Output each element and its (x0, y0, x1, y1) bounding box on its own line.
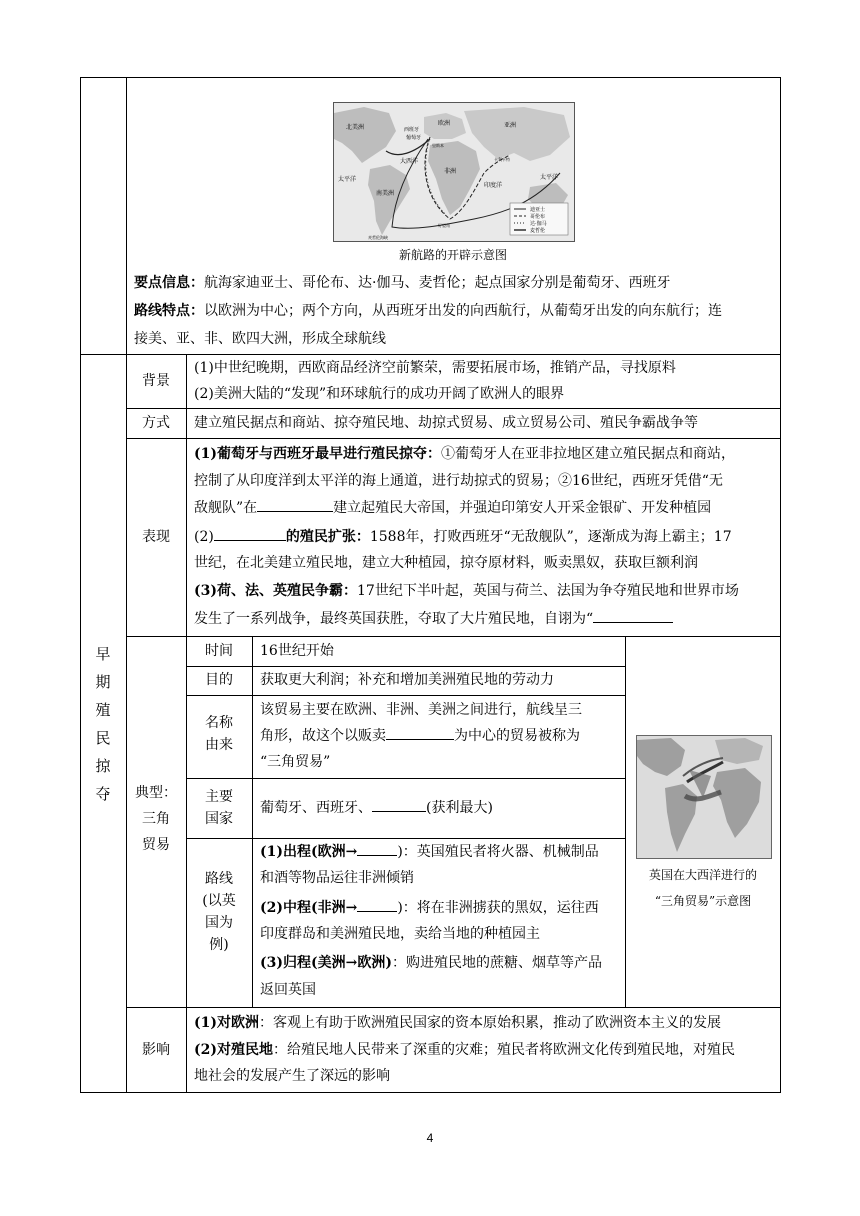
answer-blank[interactable] (357, 841, 397, 856)
manifest-p2-heading: 的殖民扩张： (285, 529, 370, 545)
manifest-p1-line-1 (194, 443, 735, 465)
answer-blank[interactable] (214, 526, 286, 541)
label-atlantic: 大西洋 (400, 158, 419, 165)
manifest-p3-line-2 (194, 608, 673, 630)
name-origin-label-line: 由来 (205, 737, 233, 753)
section-title-char: 夺 (95, 785, 111, 803)
section-title-char: 早 (95, 645, 111, 663)
label-spain: 西班牙 (404, 127, 420, 133)
route1-heading: (1)出程(欧洲→ (260, 844, 358, 860)
label-pacific-west: 太平洋 (338, 176, 357, 183)
key-info-line (134, 272, 670, 294)
manifest-p1-line-3 (194, 497, 711, 519)
route2-text: )：将在非洲掳获的黑奴，运往西 (397, 900, 599, 916)
triangle-map-caption-1: 英国在大西洋进行的 (648, 868, 757, 882)
impact-europe-text: ：客观上有助于欧洲殖民国家的资本原始积累，推动了欧洲资本主义的发展 (259, 1015, 721, 1031)
manifest-p2-line-1 (194, 526, 732, 548)
route-feature-line (134, 300, 722, 322)
section-title-vertical (88, 640, 118, 808)
label-magellan-strait: 麦哲伦海峡 (368, 235, 388, 240)
section-title-char: 殖 (95, 701, 111, 719)
purpose-text: 获取更大利润；补充和增加美洲殖民地的劳动力 (260, 672, 554, 688)
method-label: 方式 (142, 415, 170, 431)
name-origin-line-3: “三角贸易” (260, 754, 331, 770)
route3-text: ：购进殖民地的蔗糖、烟草等产品 (391, 955, 602, 971)
route2-heading: (2)中程(非洲→ (260, 900, 358, 916)
time-label: 时间 (205, 643, 233, 659)
impact-line-2 (194, 1039, 735, 1061)
label-asia: 亚洲 (504, 122, 517, 129)
label-calicut: 卡利卡特 (494, 157, 510, 162)
route3-heading: (3)归程(美洲→欧洲) (260, 955, 392, 971)
impact-colony-heading: (2)对殖民地 (194, 1042, 273, 1058)
triangle-label-line: 贸易 (142, 837, 170, 853)
label-indian-ocean: 印度洋 (484, 182, 503, 189)
route-label-line: 国为 (205, 915, 233, 931)
answer-blank[interactable] (357, 897, 397, 912)
background-line-2: (2)美洲大陆的“发现”和环球航行的成功开阔了欧洲人的眼界 (194, 386, 565, 402)
page-number: 4 (426, 1131, 434, 1145)
impact-label: 影响 (142, 1042, 170, 1058)
route3-line-1 (260, 952, 602, 974)
manifest-p1-line-2: 控制了从印度洋到太平洋的海上通道，进行劫掠式的贸易；②16世纪，西班牙凭借“无 (194, 473, 723, 489)
manifest-p1-heading: (1)葡萄牙与西班牙最早进行殖民掠夺： (194, 446, 441, 462)
manifest-p3-line-1 (194, 580, 739, 602)
route-label-line: 路线 (205, 871, 233, 887)
route-label-line: 例) (209, 937, 229, 953)
name-origin-l2b: 为中心的贸易被称为 (454, 728, 580, 744)
answer-blank[interactable] (593, 608, 673, 623)
triangle-label-line: 三角 (142, 811, 170, 827)
triangle-map-caption-2: “三角贸易”示意图 (654, 894, 752, 908)
impact-line-1 (194, 1012, 721, 1034)
countries-text-a: 葡萄牙、西班牙、 (260, 800, 372, 816)
label-portugal: 葡萄牙 (406, 135, 422, 141)
route-label (186, 868, 252, 956)
key-info-label: 要点信息： (134, 275, 204, 291)
manifest-p1-l3b: 建立起殖民大帝国，并强迫印第安人开采金银矿、开发种植园 (333, 500, 712, 516)
legend-gama: 达·伽马 (530, 221, 547, 227)
key-info-text: 航海家迪亚士、哥伦布、达·伽马、麦哲伦；起点国家分别是葡萄牙、西班牙 (204, 275, 671, 291)
triangle-trade-map (636, 735, 772, 859)
manifest-p1-text: ①葡萄牙人在亚非拉地区建立殖民据点和商站， (441, 446, 735, 462)
answer-blank[interactable] (386, 725, 454, 740)
legend-magellan: 麦哲伦 (530, 228, 546, 234)
manifest-p3-heading: (3)荷、法、英殖民争霸： (194, 583, 357, 599)
name-origin-line-1: 该贸易主要在欧洲、非洲、美洲之间进行，航线呈三 (260, 702, 582, 718)
new-routes-map (333, 102, 575, 242)
route1-line-1 (260, 841, 599, 863)
answer-blank[interactable] (372, 797, 426, 812)
triangle-label-line: 典型： (135, 785, 177, 801)
name-origin-label (186, 712, 252, 756)
manifest-p3-text-2: 发生了一系列战争，最终英国获胜，夺取了大片殖民地，自诩为“ (194, 611, 594, 627)
route-label-line: (以英 (202, 893, 236, 909)
impact-colony-text: ：给殖民地人民带来了深重的灾难；殖民者将欧洲文化传到殖民地，对殖民 (273, 1042, 735, 1058)
legend-dias: 迪亚士 (530, 207, 546, 213)
route-feature-text-1: 以欧洲为中心；两个方向，从西班牙出发的向西航行，从葡萄牙出发的向东航行；连 (204, 303, 722, 319)
manifest-p2-line-2: 世纪，在北美建立殖民地，建立大种植园，掠夺原材料，贩卖黑奴，获取巨额利润 (194, 555, 698, 571)
legend-columbus: 哥伦布 (530, 214, 546, 220)
manifest-label: 表现 (142, 529, 170, 545)
route2-line-1 (260, 897, 599, 919)
impact-line-3: 地社会的发展产生了深远的影响 (194, 1068, 390, 1084)
new-routes-map-caption: 新航路的开辟示意图 (398, 248, 507, 262)
answer-blank[interactable] (257, 497, 333, 512)
countries-label-line: 主要 (205, 789, 233, 805)
label-north-america: 北美洲 (346, 124, 365, 131)
route-feature-text-2: 接美、亚、非、欧四大洲，形成全球航线 (134, 331, 386, 347)
countries-label (186, 786, 252, 830)
route3-line-2: 返回英国 (260, 982, 316, 998)
name-origin-label-line: 名称 (205, 715, 233, 731)
method-text: 建立殖民据点和商站、掠夺殖民地、劫掠式贸易、成立贸易公司、殖民争霸战争等 (194, 415, 698, 431)
countries-label-line: 国家 (205, 811, 233, 827)
label-lisbon: 里斯本 (432, 143, 444, 148)
background-label: 背景 (142, 373, 170, 389)
purpose-label: 目的 (205, 672, 233, 688)
section-title-char: 民 (95, 729, 111, 747)
triangle-trade-label (126, 780, 186, 858)
name-origin-l2a: 角形，故这个以贩卖 (260, 728, 386, 744)
name-origin-line-2 (260, 725, 580, 747)
label-africa: 非洲 (444, 168, 457, 175)
label-south-america: 南美洲 (376, 190, 395, 197)
manifest-p3-text: 17世纪下半叶起，英国与荷兰、法国为争夺殖民地和世界市场 (357, 583, 739, 599)
label-pacific-east: 太平洋 (540, 174, 559, 181)
impact-europe-heading: (1)对欧洲 (194, 1015, 259, 1031)
route1-text: )：英国殖民者将火器、机械制品 (397, 844, 599, 860)
manifest-p2-text: 1588年，打败西班牙“无敌舰队”，逐渐成为海上霸主；17 (369, 529, 732, 545)
section-title-char: 期 (95, 673, 111, 691)
route2-line-2: 印度群岛和美洲殖民地，卖给当地的种植园主 (260, 926, 540, 942)
manifest-p2-prefix: (2) (194, 529, 214, 545)
background-line-1: (1)中世纪晚期，西欧商品经济空前繁荣，需要拓展市场，推销产品，寻找原料 (194, 360, 676, 376)
countries-text (260, 797, 493, 819)
time-text: 16世纪开始 (260, 643, 334, 659)
label-europe: 欧洲 (438, 120, 451, 127)
route1-line-2: 和酒等物品运往非洲倾销 (260, 870, 414, 886)
section-title-char: 掠 (95, 757, 111, 775)
countries-text-b: (获利最大) (426, 800, 493, 816)
label-cape: 好望角 (438, 223, 450, 228)
route-feature-label: 路线特点： (134, 303, 204, 319)
manifest-p1-l3a: 敌舰队”在 (194, 500, 258, 516)
